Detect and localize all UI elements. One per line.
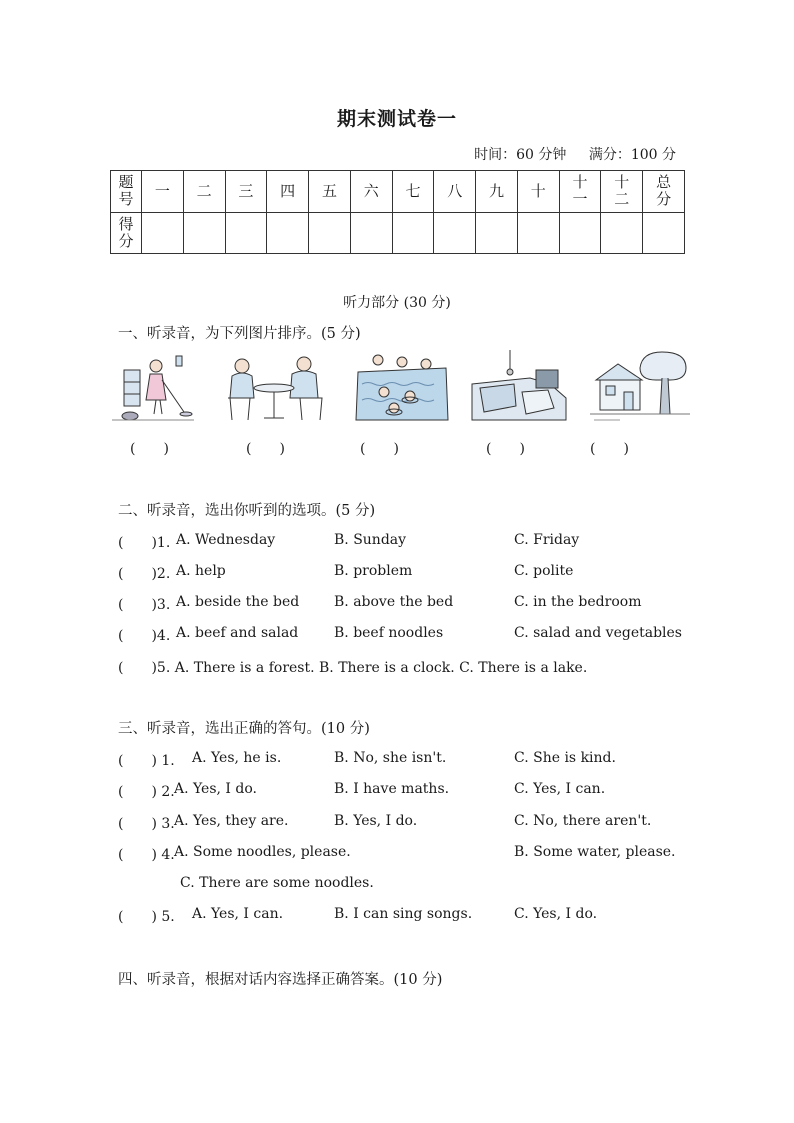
option-c: C. Friday — [514, 532, 580, 548]
section2-heading: 二、听录音，选出你听到的选项。(5 分) — [118, 503, 376, 519]
col-7: 七 — [392, 171, 434, 213]
score-table-score-row — [111, 212, 685, 254]
score-cell[interactable] — [601, 212, 643, 254]
score-cell[interactable] — [183, 212, 225, 254]
item-number[interactable]: ( ) 3. — [118, 816, 175, 832]
section2-item-1 — [118, 532, 698, 552]
house-and-tree-picture-icon — [590, 348, 690, 428]
score-cell[interactable] — [476, 212, 518, 254]
item-number[interactable]: ( ) 5. — [118, 909, 175, 925]
option-a: A. Some noodles, please. — [174, 844, 351, 860]
item-number[interactable]: ( ) 1. — [118, 753, 175, 769]
option-c: C. No, there aren't. — [514, 813, 652, 829]
section2-item-4 — [118, 625, 698, 645]
option-c: C. in the bedroom — [514, 594, 642, 610]
score-cell[interactable] — [267, 212, 309, 254]
col-2: 二 — [183, 171, 225, 213]
section3-item-4 — [118, 844, 698, 864]
section3-item-2 — [118, 781, 698, 801]
option-c: C. polite — [514, 563, 574, 579]
score-cell[interactable] — [392, 212, 434, 254]
option-a: A. help — [176, 563, 226, 579]
option-b: B. above the bed — [334, 594, 454, 610]
score-cell[interactable] — [225, 212, 267, 254]
item-number[interactable]: ( )3. — [118, 597, 171, 613]
option-b: B. I have maths. — [334, 781, 450, 797]
option-c: C. Yes, I do. — [514, 906, 598, 922]
option-a: A. Yes, I can. — [192, 906, 284, 922]
col-11-label: 十一 — [572, 173, 588, 209]
option-a: A. Wednesday — [176, 532, 276, 548]
option-b: B. problem — [334, 563, 413, 579]
item-number[interactable]: ( )2. — [118, 566, 171, 582]
option-b: B. Yes, I do. — [334, 813, 418, 829]
option-b: B. Sunday — [334, 532, 407, 548]
section2-item-5 — [118, 657, 698, 677]
total-score: 满分：100 分 — [588, 147, 676, 163]
col-6: 六 — [350, 171, 392, 213]
option-c: C. Yes, I can. — [514, 781, 606, 797]
picture-4-blank[interactable]: ( ) — [486, 441, 525, 457]
item-number[interactable]: ( )4. — [118, 628, 171, 644]
item-number[interactable]: ( )1. — [118, 535, 171, 551]
col-1: 一 — [142, 171, 184, 213]
col-3: 三 — [225, 171, 267, 213]
time-limit: 时间：60 分钟 — [474, 147, 567, 163]
option-b: B. No, she isn't. — [334, 750, 447, 766]
picture-3-blank[interactable]: ( ) — [360, 441, 399, 457]
score-cell[interactable] — [309, 212, 351, 254]
col-9: 九 — [476, 171, 518, 213]
cleaning-room-picture-icon — [112, 348, 194, 428]
option-c: C. salad and vegetables — [514, 625, 682, 641]
col-8: 八 — [434, 171, 476, 213]
option-a: A. beef and salad — [176, 625, 299, 641]
section3-item-3 — [118, 813, 698, 833]
section3-item-1 — [118, 750, 698, 770]
option-a: A. Yes, they are. — [174, 813, 289, 829]
section2-item-2 — [118, 563, 698, 583]
col-total-label: 总分 — [656, 173, 672, 209]
section1-heading: 一、听录音，为下列图片排序。(5 分) — [118, 326, 361, 342]
score-cell[interactable] — [517, 212, 559, 254]
page-title: 期末测试卷一 — [336, 108, 457, 130]
col-12 — [601, 171, 643, 213]
option-a: A. Yes, he is. — [192, 750, 282, 766]
section3-item-4-cont — [118, 875, 698, 895]
col-10: 十 — [517, 171, 559, 213]
score-cell[interactable] — [350, 212, 392, 254]
exam-info — [468, 144, 676, 164]
score-table-header-row — [111, 171, 685, 213]
row-label-cell — [111, 212, 142, 254]
col-11 — [559, 171, 601, 213]
item-number[interactable]: ( ) 2. — [118, 784, 175, 800]
score-cell[interactable] — [434, 212, 476, 254]
col-4: 四 — [267, 171, 309, 213]
swimming-pool-picture-icon — [354, 348, 450, 428]
section3-heading: 三、听录音，选出正确的答句。(10 分) — [118, 721, 370, 737]
col-total — [643, 171, 685, 213]
option-b: B. Some water, please. — [514, 844, 676, 860]
picture-2-blank[interactable]: ( ) — [246, 441, 285, 457]
option-b: B. I can sing songs. — [334, 906, 473, 922]
option-b: B. beef noodles — [334, 625, 444, 641]
picture-row — [112, 348, 692, 428]
score-cell[interactable] — [643, 212, 685, 254]
item-number[interactable]: ( ) 4. — [118, 847, 175, 863]
option-a: A. Yes, I do. — [174, 781, 257, 797]
header-label-cell — [111, 171, 142, 213]
col-12-label: 十二 — [614, 173, 630, 209]
river-with-boats-picture-icon — [470, 348, 568, 428]
section3-item-5 — [118, 906, 698, 926]
score-table — [110, 170, 685, 254]
score-cell[interactable] — [142, 212, 184, 254]
option-a: A. beside the bed — [176, 594, 300, 610]
section2-item-3 — [118, 594, 698, 614]
col-5: 五 — [309, 171, 351, 213]
item-5-text[interactable]: ( )5. A. There is a forest. B. There is a clock. C. There is a lake. — [118, 660, 588, 676]
two-men-at-table-picture-icon — [220, 348, 330, 428]
picture-5-blank[interactable]: ( ) — [590, 441, 629, 457]
option-c: C. She is kind. — [514, 750, 616, 766]
score-cell[interactable] — [559, 212, 601, 254]
section4-heading: 四、听录音，根据对话内容选择正确答案。(10 分) — [118, 972, 443, 988]
header-label: 题号 — [118, 173, 134, 209]
picture-1-blank[interactable]: ( ) — [130, 441, 169, 457]
option-c: C. There are some noodles. — [180, 875, 374, 891]
listening-heading: 听力部分 (30 分) — [343, 295, 451, 311]
row-label: 得分 — [118, 214, 134, 250]
